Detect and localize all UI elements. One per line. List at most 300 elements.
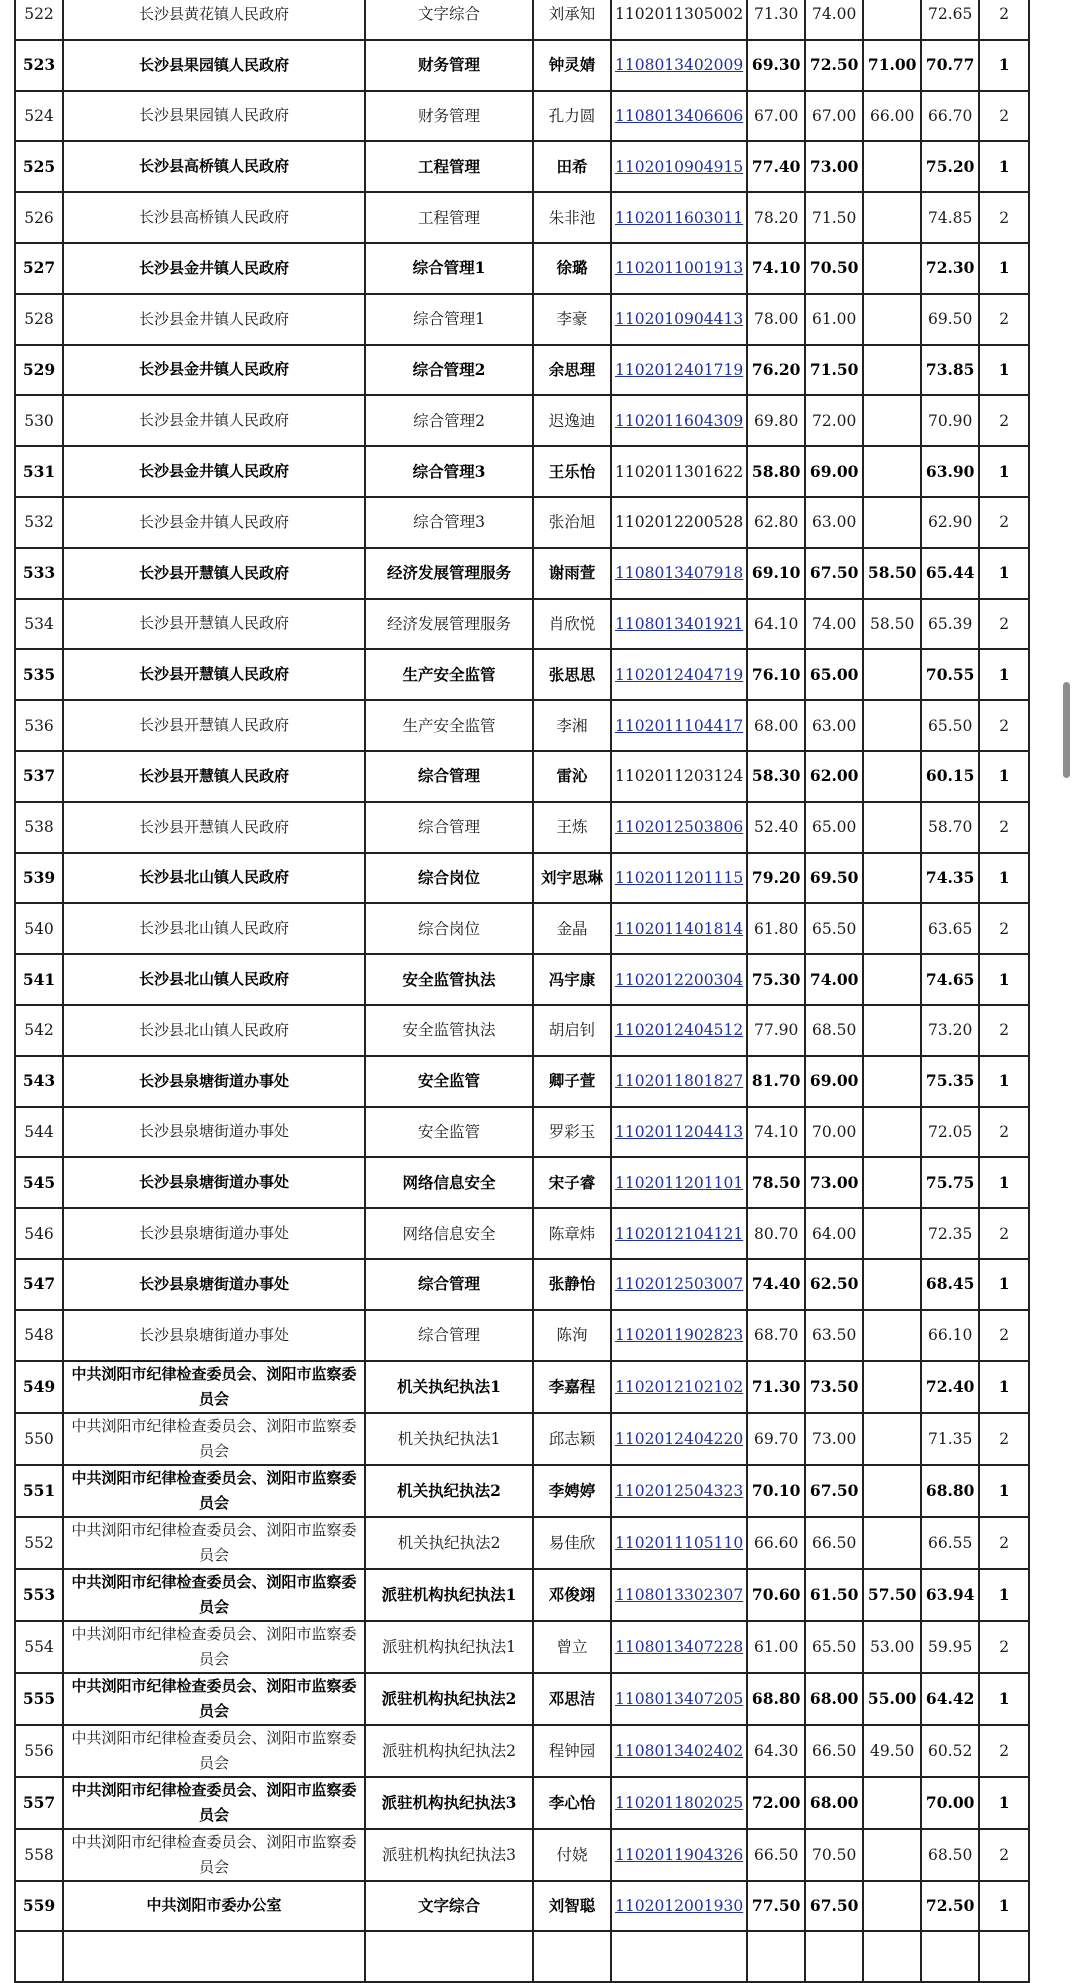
col-position: 机关执纪执法1 bbox=[365, 1361, 533, 1413]
col-total: 72.35 bbox=[921, 1208, 979, 1259]
table-row bbox=[15, 1310, 1029, 1361]
col-rank: 2 bbox=[979, 395, 1029, 446]
col-org: 长沙县果园镇人民政府 bbox=[63, 40, 365, 91]
col-no bbox=[15, 1931, 63, 1982]
table-row bbox=[15, 1881, 1029, 1932]
col-total: 75.75 bbox=[921, 1157, 979, 1208]
col-total: 68.45 bbox=[921, 1259, 979, 1310]
col-score-3 bbox=[863, 751, 921, 802]
col-exam-id bbox=[611, 1107, 747, 1158]
col-rank: 1 bbox=[979, 141, 1029, 192]
exam-id-link[interactable]: 1108013406606 bbox=[615, 106, 744, 125]
col-score-2: 74.00 bbox=[805, 0, 863, 40]
col-org: 长沙县开慧镇人民政府 bbox=[63, 802, 365, 853]
col-exam-id bbox=[611, 1931, 747, 1982]
col-total: 68.50 bbox=[921, 1829, 979, 1881]
col-score-2: 63.50 bbox=[805, 1310, 863, 1361]
col-no: 543 bbox=[15, 1056, 63, 1107]
col-position: 网络信息安全 bbox=[365, 1208, 533, 1259]
table-row bbox=[15, 345, 1029, 396]
col-position: 文字综合 bbox=[365, 1881, 533, 1932]
col-org: 中共浏阳市纪律检查委员会、浏阳市监察委员会 bbox=[63, 1361, 365, 1413]
col-score-1: 77.50 bbox=[747, 1881, 805, 1932]
col-no: 530 bbox=[15, 395, 63, 446]
table-row bbox=[15, 1569, 1029, 1621]
table-row bbox=[15, 1465, 1029, 1517]
col-position: 综合管理1 bbox=[365, 294, 533, 345]
col-exam-id bbox=[611, 599, 747, 650]
exam-id-link[interactable]: 1102012503806 bbox=[615, 818, 744, 837]
exam-id-link[interactable]: 1102011604309 bbox=[615, 411, 744, 430]
col-score-1: 58.80 bbox=[747, 446, 805, 497]
col-rank: 1 bbox=[979, 649, 1029, 700]
col-total: 72.05 bbox=[921, 1107, 979, 1158]
col-total: 70.77 bbox=[921, 40, 979, 91]
exam-id-link[interactable]: 1102012404220 bbox=[615, 1429, 744, 1448]
col-rank: 1 bbox=[979, 1569, 1029, 1621]
col-score-2: 70.00 bbox=[805, 1107, 863, 1158]
col-total: 65.44 bbox=[921, 548, 979, 599]
col-rank: 1 bbox=[979, 345, 1029, 396]
exam-id-link[interactable]: 1102010904915 bbox=[615, 157, 744, 176]
col-name: 雷沁 bbox=[533, 751, 611, 802]
col-score-2: 63.00 bbox=[805, 497, 863, 548]
col-position: 安全监管 bbox=[365, 1107, 533, 1158]
col-score-3: 57.50 bbox=[863, 1569, 921, 1621]
col-name: 邱志颖 bbox=[533, 1413, 611, 1465]
col-total: 72.50 bbox=[921, 1881, 979, 1932]
col-total: 72.65 bbox=[921, 0, 979, 40]
col-score-1: 77.40 bbox=[747, 141, 805, 192]
col-exam-id bbox=[611, 294, 747, 345]
col-name: 邓思洁 bbox=[533, 1673, 611, 1725]
col-name: 王乐怡 bbox=[533, 446, 611, 497]
col-exam-id bbox=[611, 1259, 747, 1310]
col-name: 王炼 bbox=[533, 802, 611, 853]
col-rank: 2 bbox=[979, 294, 1029, 345]
col-rank: 2 bbox=[979, 1829, 1029, 1881]
col-org: 长沙县金井镇人民政府 bbox=[63, 497, 365, 548]
col-name: 肖欣悦 bbox=[533, 599, 611, 650]
col-position: 安全监管执法 bbox=[365, 1005, 533, 1056]
col-exam-id bbox=[611, 1413, 747, 1465]
col-no: 558 bbox=[15, 1829, 63, 1881]
col-name: 孔力圆 bbox=[533, 91, 611, 142]
col-name: 刘承知 bbox=[533, 0, 611, 40]
col-no: 524 bbox=[15, 91, 63, 142]
col-no: 552 bbox=[15, 1517, 63, 1569]
col-exam-id bbox=[611, 954, 747, 1005]
col-score-2: 66.50 bbox=[805, 1725, 863, 1777]
col-name: 冯宇康 bbox=[533, 954, 611, 1005]
col-total: 73.85 bbox=[921, 345, 979, 396]
col-no: 541 bbox=[15, 954, 63, 1005]
col-no: 537 bbox=[15, 751, 63, 802]
col-score-1: 72.00 bbox=[747, 1777, 805, 1829]
col-no: 532 bbox=[15, 497, 63, 548]
col-total: 74.65 bbox=[921, 954, 979, 1005]
col-score-1: 74.10 bbox=[747, 1107, 805, 1158]
col-score-1: 78.00 bbox=[747, 294, 805, 345]
col-position: 经济发展管理服务 bbox=[365, 548, 533, 599]
table-row bbox=[15, 1208, 1029, 1259]
col-score-2: 74.00 bbox=[805, 599, 863, 650]
col-exam-id bbox=[611, 548, 747, 599]
col-no: 547 bbox=[15, 1259, 63, 1310]
col-exam-id bbox=[611, 1056, 747, 1107]
col-score-2: 67.50 bbox=[805, 1465, 863, 1517]
col-org: 长沙县泉塘街道办事处 bbox=[63, 1259, 365, 1310]
col-position: 综合岗位 bbox=[365, 903, 533, 954]
col-score-3 bbox=[863, 0, 921, 40]
col-position: 综合管理3 bbox=[365, 446, 533, 497]
col-position: 工程管理 bbox=[365, 192, 533, 243]
col-name: 钟灵婧 bbox=[533, 40, 611, 91]
col-position: 综合管理2 bbox=[365, 345, 533, 396]
col-score-1: 61.00 bbox=[747, 1621, 805, 1673]
col-score-2: 69.00 bbox=[805, 446, 863, 497]
col-name: 曾立 bbox=[533, 1621, 611, 1673]
col-total: 62.90 bbox=[921, 497, 979, 548]
col-score-3 bbox=[863, 1829, 921, 1881]
exam-id-link[interactable]: 1102011401814 bbox=[615, 919, 744, 938]
col-score-1: 64.30 bbox=[747, 1725, 805, 1777]
col-position: 综合管理3 bbox=[365, 497, 533, 548]
col-score-3 bbox=[863, 1517, 921, 1569]
col-score-1: 61.80 bbox=[747, 903, 805, 954]
col-total bbox=[921, 1931, 979, 1982]
col-total: 74.35 bbox=[921, 853, 979, 904]
col-score-1: 78.20 bbox=[747, 192, 805, 243]
exam-id-link[interactable]: 1102011201115 bbox=[615, 868, 744, 887]
exam-id-link[interactable]: 1108013302307 bbox=[615, 1585, 744, 1604]
col-name: 宋子睿 bbox=[533, 1157, 611, 1208]
col-name: 李嘉程 bbox=[533, 1361, 611, 1413]
col-score-3 bbox=[863, 1413, 921, 1465]
exam-id-link[interactable]: 1102011201101 bbox=[615, 1173, 744, 1192]
table-body bbox=[15, 0, 1029, 1982]
col-name: 李湘 bbox=[533, 700, 611, 751]
table-row bbox=[15, 903, 1029, 954]
col-rank: 2 bbox=[979, 599, 1029, 650]
col-score-1: 69.10 bbox=[747, 548, 805, 599]
table-row bbox=[15, 700, 1029, 751]
col-rank: 1 bbox=[979, 954, 1029, 1005]
col-score-1: 74.10 bbox=[747, 243, 805, 294]
col-score-1: 68.00 bbox=[747, 700, 805, 751]
col-org: 长沙县北山镇人民政府 bbox=[63, 954, 365, 1005]
exam-id-link[interactable]: 1108013407228 bbox=[615, 1637, 744, 1656]
col-exam-id bbox=[611, 1310, 747, 1361]
col-score-3: 58.50 bbox=[863, 599, 921, 650]
col-name: 张思思 bbox=[533, 649, 611, 700]
col-no: 555 bbox=[15, 1673, 63, 1725]
col-org: 中共浏阳市纪律检查委员会、浏阳市监察委员会 bbox=[63, 1725, 365, 1777]
col-score-2: 67.00 bbox=[805, 91, 863, 142]
table-row bbox=[15, 1829, 1029, 1881]
col-no: 551 bbox=[15, 1465, 63, 1517]
col-rank: 1 bbox=[979, 1777, 1029, 1829]
exam-id-link[interactable]: 1108013407918 bbox=[615, 564, 744, 583]
col-score-1: 69.70 bbox=[747, 1413, 805, 1465]
col-score-2: 61.00 bbox=[805, 294, 863, 345]
col-score-3 bbox=[863, 345, 921, 396]
col-rank: 1 bbox=[979, 1157, 1029, 1208]
col-org: 中共浏阳市纪律检查委员会、浏阳市监察委员会 bbox=[63, 1621, 365, 1673]
col-total: 65.39 bbox=[921, 599, 979, 650]
col-no: 554 bbox=[15, 1621, 63, 1673]
col-position: 派驻机构执纪执法1 bbox=[365, 1621, 533, 1673]
col-score-3: 66.00 bbox=[863, 91, 921, 142]
col-rank: 2 bbox=[979, 903, 1029, 954]
exam-id-link[interactable]: 1102011001913 bbox=[615, 259, 744, 278]
col-score-3 bbox=[863, 802, 921, 853]
col-score-3 bbox=[863, 1931, 921, 1982]
exam-id-link[interactable]: 1102011902823 bbox=[615, 1326, 744, 1345]
col-name: 李娉婷 bbox=[533, 1465, 611, 1517]
col-score-3: 49.50 bbox=[863, 1725, 921, 1777]
col-position: 文字综合 bbox=[365, 0, 533, 40]
exam-id-link[interactable]: 1102012104121 bbox=[615, 1224, 744, 1243]
col-rank: 1 bbox=[979, 1361, 1029, 1413]
col-score-2: 64.00 bbox=[805, 1208, 863, 1259]
col-name: 陈洵 bbox=[533, 1310, 611, 1361]
table-row bbox=[15, 141, 1029, 192]
col-score-1: 62.80 bbox=[747, 497, 805, 548]
col-total: 63.90 bbox=[921, 446, 979, 497]
col-rank: 2 bbox=[979, 192, 1029, 243]
col-score-1: 79.20 bbox=[747, 853, 805, 904]
col-no: 531 bbox=[15, 446, 63, 497]
col-exam-id bbox=[611, 649, 747, 700]
col-no: 528 bbox=[15, 294, 63, 345]
exam-id-text: 1102011301622 bbox=[615, 462, 744, 481]
col-org: 长沙县金井镇人民政府 bbox=[63, 243, 365, 294]
col-score-2: 65.00 bbox=[805, 802, 863, 853]
col-rank: 2 bbox=[979, 1208, 1029, 1259]
table-row bbox=[15, 497, 1029, 548]
col-score-3 bbox=[863, 446, 921, 497]
table-row bbox=[15, 1931, 1029, 1982]
col-org: 长沙县开慧镇人民政府 bbox=[63, 751, 365, 802]
col-exam-id bbox=[611, 1208, 747, 1259]
col-score-2: 67.50 bbox=[805, 1881, 863, 1932]
col-total: 75.20 bbox=[921, 141, 979, 192]
exam-id-text: 1102011203124 bbox=[615, 767, 744, 786]
col-total: 69.50 bbox=[921, 294, 979, 345]
exam-id-link[interactable]: 1108013402009 bbox=[615, 56, 744, 75]
col-score-1: 67.00 bbox=[747, 91, 805, 142]
col-no: 534 bbox=[15, 599, 63, 650]
col-exam-id bbox=[611, 700, 747, 751]
col-score-3: 58.50 bbox=[863, 548, 921, 599]
col-position: 综合管理 bbox=[365, 802, 533, 853]
col-rank: 2 bbox=[979, 0, 1029, 40]
col-no: 522 bbox=[15, 0, 63, 40]
col-total: 59.95 bbox=[921, 1621, 979, 1673]
col-exam-id bbox=[611, 91, 747, 142]
col-score-1: 71.30 bbox=[747, 1361, 805, 1413]
exam-id-link[interactable]: 1102010904413 bbox=[615, 310, 744, 329]
table-row bbox=[15, 1517, 1029, 1569]
exam-id-link[interactable]: 1102012102102 bbox=[615, 1377, 744, 1396]
exam-id-link[interactable]: 1102011603011 bbox=[615, 208, 744, 227]
col-total: 65.50 bbox=[921, 700, 979, 751]
exam-id-link[interactable]: 1102011105110 bbox=[615, 1533, 744, 1552]
col-exam-id bbox=[611, 192, 747, 243]
col-score-3 bbox=[863, 294, 921, 345]
col-position: 综合管理2 bbox=[365, 395, 533, 446]
col-score-3: 53.00 bbox=[863, 1621, 921, 1673]
col-score-2: 73.50 bbox=[805, 1361, 863, 1413]
col-no: 545 bbox=[15, 1157, 63, 1208]
col-org: 长沙县泉塘街道办事处 bbox=[63, 1056, 365, 1107]
col-score-1: 78.50 bbox=[747, 1157, 805, 1208]
col-rank: 2 bbox=[979, 802, 1029, 853]
col-org: 长沙县金井镇人民政府 bbox=[63, 446, 365, 497]
col-position: 派驻机构执纪执法3 bbox=[365, 1777, 533, 1829]
col-no: 557 bbox=[15, 1777, 63, 1829]
exam-id-link[interactable]: 1102012504323 bbox=[615, 1481, 744, 1500]
col-score-1: 70.60 bbox=[747, 1569, 805, 1621]
col-name: 徐璐 bbox=[533, 243, 611, 294]
table-row bbox=[15, 1157, 1029, 1208]
col-position: 安全监管 bbox=[365, 1056, 533, 1107]
col-position: 生产安全监管 bbox=[365, 700, 533, 751]
col-score-2: 66.50 bbox=[805, 1517, 863, 1569]
exam-id-link[interactable]: 1108013402402 bbox=[615, 1741, 744, 1760]
col-score-1: 70.10 bbox=[747, 1465, 805, 1517]
col-rank: 1 bbox=[979, 751, 1029, 802]
col-total: 73.20 bbox=[921, 1005, 979, 1056]
col-org: 长沙县泉塘街道办事处 bbox=[63, 1107, 365, 1158]
col-score-1: 69.80 bbox=[747, 395, 805, 446]
col-rank: 2 bbox=[979, 91, 1029, 142]
col-total: 71.35 bbox=[921, 1413, 979, 1465]
col-no: 526 bbox=[15, 192, 63, 243]
col-org: 长沙县高桥镇人民政府 bbox=[63, 192, 365, 243]
col-score-3 bbox=[863, 700, 921, 751]
table-row bbox=[15, 599, 1029, 650]
col-no: 533 bbox=[15, 548, 63, 599]
col-name: 陈章炜 bbox=[533, 1208, 611, 1259]
col-position: 派驻机构执纪执法2 bbox=[365, 1725, 533, 1777]
col-org: 长沙县金井镇人民政府 bbox=[63, 345, 365, 396]
exam-id-link[interactable]: 1102011801827 bbox=[615, 1072, 744, 1091]
col-score-3 bbox=[863, 1107, 921, 1158]
col-rank: 2 bbox=[979, 1107, 1029, 1158]
table-row bbox=[15, 1056, 1029, 1107]
col-score-2: 73.00 bbox=[805, 1413, 863, 1465]
col-no: 527 bbox=[15, 243, 63, 294]
col-total: 60.15 bbox=[921, 751, 979, 802]
table-row bbox=[15, 91, 1029, 142]
exam-id-link[interactable]: 1102012200304 bbox=[615, 970, 744, 989]
col-position: 安全监管执法 bbox=[365, 954, 533, 1005]
col-score-2: 62.50 bbox=[805, 1259, 863, 1310]
exam-id-link[interactable]: 1102012503007 bbox=[615, 1275, 744, 1294]
table-row bbox=[15, 649, 1029, 700]
col-rank: 1 bbox=[979, 40, 1029, 91]
exam-id-link[interactable]: 1102012404512 bbox=[615, 1021, 744, 1040]
table-row bbox=[15, 1107, 1029, 1158]
table-row bbox=[15, 446, 1029, 497]
col-score-1: 76.10 bbox=[747, 649, 805, 700]
col-total: 66.10 bbox=[921, 1310, 979, 1361]
col-position: 生产安全监管 bbox=[365, 649, 533, 700]
col-exam-id bbox=[611, 243, 747, 294]
col-no: 535 bbox=[15, 649, 63, 700]
col-position: 综合管理 bbox=[365, 1310, 533, 1361]
results-table-container bbox=[14, 0, 1030, 1983]
col-exam-id bbox=[611, 345, 747, 396]
col-score-3 bbox=[863, 1881, 921, 1932]
col-org: 中共浏阳市纪律检查委员会、浏阳市监察委员会 bbox=[63, 1517, 365, 1569]
col-org: 中共浏阳市委办公室 bbox=[63, 1881, 365, 1932]
col-no: 549 bbox=[15, 1361, 63, 1413]
col-rank: 1 bbox=[979, 1465, 1029, 1517]
col-total: 74.85 bbox=[921, 192, 979, 243]
table-row bbox=[15, 1673, 1029, 1725]
col-no: 523 bbox=[15, 40, 63, 91]
col-score-2: 71.50 bbox=[805, 345, 863, 396]
table-row bbox=[15, 1361, 1029, 1413]
col-exam-id bbox=[611, 395, 747, 446]
table-row bbox=[15, 0, 1029, 40]
exam-id-link[interactable]: 1102011802025 bbox=[615, 1793, 744, 1812]
exam-id-link[interactable]: 1102012404719 bbox=[615, 665, 744, 684]
col-name: 付娆 bbox=[533, 1829, 611, 1881]
col-org: 长沙县北山镇人民政府 bbox=[63, 903, 365, 954]
col-position: 工程管理 bbox=[365, 141, 533, 192]
col-rank: 1 bbox=[979, 446, 1029, 497]
table-row bbox=[15, 395, 1029, 446]
col-score-3 bbox=[863, 954, 921, 1005]
col-score-2: 69.50 bbox=[805, 853, 863, 904]
exam-id-link[interactable]: 1102012001930 bbox=[615, 1896, 744, 1915]
col-no: 548 bbox=[15, 1310, 63, 1361]
scrollbar-thumb[interactable] bbox=[1063, 682, 1070, 778]
exam-id-link[interactable]: 1108013401921 bbox=[615, 614, 744, 633]
col-position: 机关执纪执法1 bbox=[365, 1413, 533, 1465]
col-score-1: 81.70 bbox=[747, 1056, 805, 1107]
exam-id-link[interactable]: 1102011104417 bbox=[615, 716, 744, 735]
col-score-1: 66.60 bbox=[747, 1517, 805, 1569]
col-total: 63.94 bbox=[921, 1569, 979, 1621]
exam-id-link[interactable]: 1102011204413 bbox=[615, 1122, 744, 1141]
col-score-3: 71.00 bbox=[863, 40, 921, 91]
col-position: 综合管理 bbox=[365, 1259, 533, 1310]
table-row bbox=[15, 1621, 1029, 1673]
col-score-2: 61.50 bbox=[805, 1569, 863, 1621]
col-org: 长沙县果园镇人民政府 bbox=[63, 91, 365, 142]
col-no: 546 bbox=[15, 1208, 63, 1259]
col-rank: 1 bbox=[979, 1056, 1029, 1107]
col-score-3 bbox=[863, 853, 921, 904]
col-org: 长沙县泉塘街道办事处 bbox=[63, 1208, 365, 1259]
exam-id-link[interactable]: 1102011904326 bbox=[615, 1845, 744, 1864]
exam-id-link[interactable]: 1102012401719 bbox=[615, 360, 744, 379]
col-score-2: 62.00 bbox=[805, 751, 863, 802]
col-name: 迟逸迪 bbox=[533, 395, 611, 446]
col-rank: 1 bbox=[979, 1673, 1029, 1725]
table-row bbox=[15, 802, 1029, 853]
col-rank: 2 bbox=[979, 1621, 1029, 1673]
col-exam-id bbox=[611, 1777, 747, 1829]
exam-id-link[interactable]: 1108013407205 bbox=[615, 1689, 744, 1708]
col-exam-id bbox=[611, 1673, 747, 1725]
table-row bbox=[15, 1777, 1029, 1829]
